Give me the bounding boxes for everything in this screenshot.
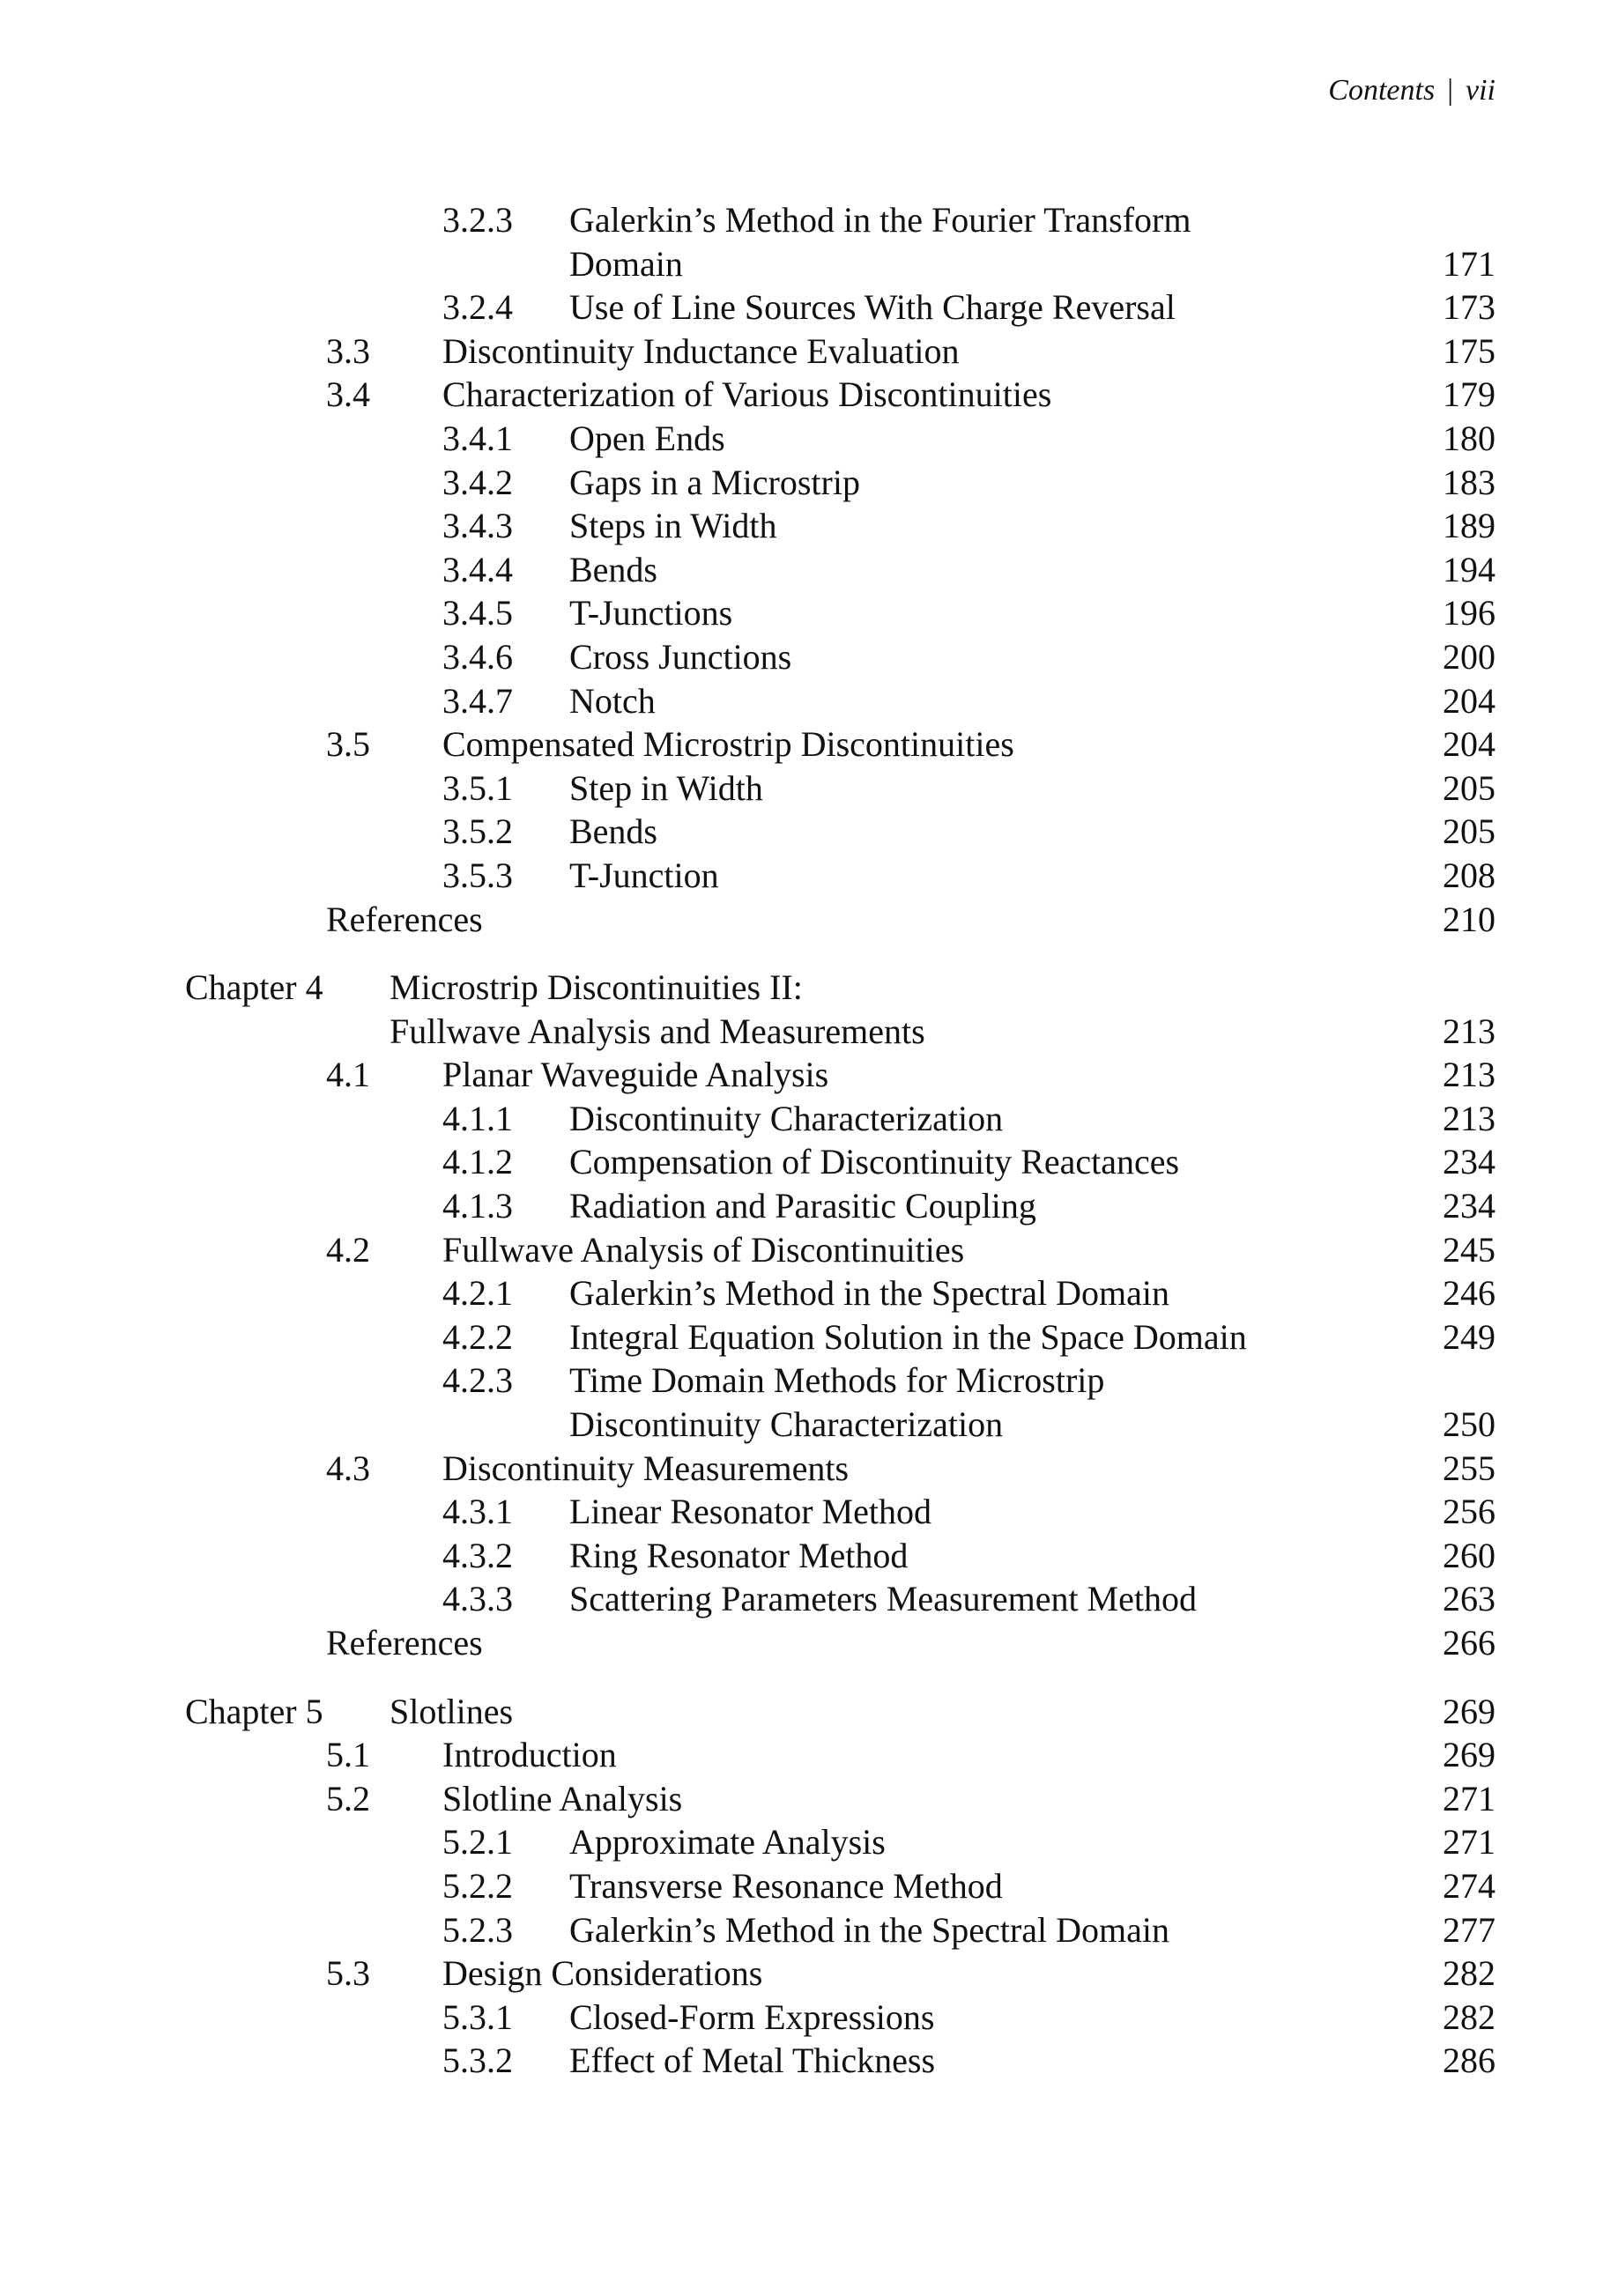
toc-entry-page: 208: [1443, 855, 1495, 895]
toc-entry-title: Gaps in a Microstrip: [569, 462, 860, 502]
toc-entry-page: 213: [1443, 1011, 1495, 1051]
toc-entry-sub: [0, 1490, 1603, 1534]
toc-entry-number: Chapter 5: [185, 1691, 323, 1731]
toc-entry-page: 179: [1443, 374, 1495, 415]
toc-spacer: [0, 941, 1603, 966]
toc-entry-number: 5.2: [326, 1778, 370, 1818]
toc-entry-number: 3.5: [326, 724, 370, 765]
toc-entry-number: 3.5.3: [442, 855, 513, 895]
toc-entry-title: T-Junction: [569, 855, 719, 895]
toc-entry-title: Galerkin’s Method in the Spectral Domain: [569, 1909, 1169, 1950]
toc-entry-ch: [0, 966, 1603, 1010]
toc-entry-sub: [0, 285, 1603, 330]
toc-spacer: [0, 1665, 1603, 1690]
toc-entry-number: 4.3.1: [442, 1492, 513, 1532]
toc-entry-title: Open Ends: [569, 418, 725, 458]
toc-entry-number: 3.4.1: [442, 418, 513, 458]
toc-entry-sec: [0, 1733, 1603, 1777]
toc-entry-title: Microstrip Discontinuities II:: [390, 967, 803, 1008]
toc-entry-page: 196: [1443, 593, 1495, 633]
toc-entry-page: 255: [1443, 1448, 1495, 1488]
toc-entry-title: T-Junctions: [569, 593, 733, 633]
toc-entry-number: 4.2.2: [442, 1316, 513, 1357]
toc-entry-number: 3.4.4: [442, 549, 513, 589]
toc-entry-page: 271: [1443, 1778, 1495, 1818]
toc-entry-sub: [0, 1577, 1603, 1621]
toc-entry-page: 282: [1443, 1996, 1495, 2037]
toc-entry-number: 3.4.6: [442, 636, 513, 677]
toc-entry-number: 5.2.1: [442, 1822, 513, 1863]
toc-entry-number: 3.4.5: [442, 593, 513, 633]
toc-entry-number: 4.1.3: [442, 1186, 513, 1226]
toc-entry-sec: [0, 330, 1603, 374]
toc-entry-page: 250: [1443, 1404, 1495, 1445]
toc-entry-page: 171: [1443, 243, 1495, 284]
toc-entry-title: Domain: [569, 243, 683, 284]
toc-entry-page: 286: [1443, 2040, 1495, 2081]
toc-entry-sec: [0, 1053, 1603, 1097]
toc-entry-page: 175: [1443, 330, 1495, 371]
table-of-contents: [0, 198, 1603, 2083]
toc-entry-page: 234: [1443, 1186, 1495, 1226]
toc-entry-title: Time Domain Methods for Microstrip: [569, 1360, 1105, 1401]
toc-entry-page: 249: [1443, 1316, 1495, 1357]
toc-entry-sub: [0, 1184, 1603, 1228]
toc-entry-page: 282: [1443, 1953, 1495, 1994]
toc-entry-title: Integral Equation Solution in the Space Domain: [569, 1316, 1247, 1357]
toc-entry-page: 194: [1443, 549, 1495, 589]
toc-entry-number: 3.2.3: [442, 200, 513, 240]
toc-entry-sub: [0, 417, 1603, 461]
toc-entry-title: Slotlines: [390, 1691, 514, 1731]
toc-entry-page: 277: [1443, 1909, 1495, 1950]
toc-entry-title: Bends: [569, 549, 657, 589]
toc-entry-page: 205: [1443, 811, 1495, 852]
toc-entry-page: 180: [1443, 418, 1495, 458]
toc-entry-number: 5.3: [326, 1953, 370, 1994]
toc-entry-sec: [0, 1447, 1603, 1491]
toc-entry-page: 210: [1443, 899, 1495, 939]
toc-entry-page: 204: [1443, 724, 1495, 765]
toc-entry-number: 3.5.2: [442, 811, 513, 852]
toc-entry-title: Slotline Analysis: [442, 1778, 683, 1818]
toc-entry-number: 3.3: [326, 330, 370, 371]
toc-entry-refs: [0, 898, 1603, 942]
toc-entry-sec: [0, 1777, 1603, 1821]
toc-entry-title: Transverse Resonance Method: [569, 1865, 1003, 1906]
toc-entry-page: 189: [1443, 506, 1495, 546]
toc-entry-page: 271: [1443, 1822, 1495, 1863]
toc-entry-title: Use of Line Sources With Charge Reversal: [569, 287, 1176, 328]
toc-entry-sub: [0, 591, 1603, 635]
toc-entry-page: 263: [1443, 1579, 1495, 1619]
toc-entry-sub: [0, 1864, 1603, 1908]
toc-entry-title: Fullwave Analysis and Measurements: [390, 1011, 925, 1051]
toc-entry-title: Compensated Microstrip Discontinuities: [442, 724, 1014, 765]
toc-entry-page: 246: [1443, 1273, 1495, 1314]
toc-entry-sub: [0, 1140, 1603, 1184]
toc-entry-title: Discontinuity Characterization: [569, 1404, 1004, 1445]
toc-entry-title: Fullwave Analysis of Discontinuities: [442, 1229, 965, 1270]
toc-entry-number: 5.3.1: [442, 1996, 513, 2037]
toc-entry-number: 3.4.2: [442, 462, 513, 502]
toc-entry-number: 4.1.2: [442, 1142, 513, 1182]
toc-entry-number: 4.1: [326, 1055, 370, 1095]
toc-entry-title: Compensation of Discontinuity Reactances: [569, 1142, 1180, 1182]
toc-entry-title: Cross Junctions: [569, 636, 792, 677]
toc-entry-sec: [0, 1952, 1603, 1996]
toc-entry-sub: [0, 198, 1603, 242]
toc-entry-title: Steps in Width: [569, 506, 777, 546]
toc-entry-title: Discontinuity Characterization: [569, 1098, 1004, 1138]
toc-entry-number: 3.4.3: [442, 506, 513, 546]
toc-entry-page: 234: [1443, 1142, 1495, 1182]
toc-entry-title: Radiation and Parasitic Coupling: [569, 1186, 1036, 1226]
toc-entry-title: Approximate Analysis: [569, 1822, 886, 1863]
toc-entry-page: 269: [1443, 1735, 1495, 1775]
toc-entry-sub: [0, 767, 1603, 811]
toc-entry-title: Notch: [569, 680, 656, 721]
toc-entry-title: Closed-Form Expressions: [569, 1996, 935, 2037]
toc-entry-page: 274: [1443, 1865, 1495, 1906]
toc-entry-title: Introduction: [442, 1735, 617, 1775]
toc-entry-page: 213: [1443, 1098, 1495, 1138]
toc-entry-sec: [0, 373, 1603, 417]
toc-entry-number: Chapter 4: [185, 967, 323, 1008]
toc-entry-sub: [0, 548, 1603, 592]
toc-entry-page: 245: [1443, 1229, 1495, 1270]
toc-entry-page: 204: [1443, 680, 1495, 721]
toc-entry-number: 3.5.1: [442, 767, 513, 808]
toc-entry-title: Characterization of Various Discontinuities: [442, 374, 1052, 415]
toc-entry-number: 5.1: [326, 1735, 370, 1775]
toc-entry-cont-sub: [0, 1403, 1603, 1447]
toc-entry-title: Galerkin’s Method in the Spectral Domain: [569, 1273, 1169, 1314]
toc-entry-sec: [0, 1228, 1603, 1272]
toc-entry-cont-ch: [0, 1010, 1603, 1054]
toc-entry-sub: [0, 461, 1603, 505]
running-head: [1328, 74, 1495, 107]
toc-entry-sec: [0, 722, 1603, 767]
toc-entry-page: 269: [1443, 1691, 1495, 1731]
toc-entry-page: 173: [1443, 287, 1495, 328]
toc-entry-title: Discontinuity Inductance Evaluation: [442, 330, 960, 371]
toc-entry-sub: [0, 1097, 1603, 1141]
toc-entry-title: Scattering Parameters Measurement Method: [569, 1579, 1197, 1619]
running-head-section: Contents: [1328, 74, 1436, 107]
toc-entry-sub: [0, 810, 1603, 854]
toc-entry-refs: [0, 1621, 1603, 1665]
toc-entry-number: 3.2.4: [442, 287, 513, 328]
toc-entry-title: Bends: [569, 811, 657, 852]
toc-entry-title: Design Considerations: [442, 1953, 763, 1994]
toc-entry-sub: [0, 1271, 1603, 1315]
toc-entry-sub: [0, 1359, 1603, 1403]
toc-entry-page: 266: [1443, 1623, 1495, 1663]
toc-entry-page: 200: [1443, 636, 1495, 677]
toc-entry-number: 3.4: [326, 374, 370, 415]
toc-entry-cont-sub: [0, 242, 1603, 286]
toc-entry-title: Effect of Metal Thickness: [569, 2040, 936, 2081]
toc-entry-sub: [0, 1534, 1603, 1578]
toc-entry-page: 260: [1443, 1535, 1495, 1575]
toc-entry-number: 4.3.3: [442, 1579, 513, 1619]
toc-entry-sub: [0, 1996, 1603, 2040]
toc-entry-sub: [0, 635, 1603, 679]
toc-entry-sub: [0, 854, 1603, 898]
toc-entry-title: Galerkin’s Method in the Fourier Transform: [569, 200, 1191, 240]
toc-entry-sub: [0, 1908, 1603, 1952]
toc-entry-sub: [0, 679, 1603, 723]
toc-entry-sub: [0, 504, 1603, 548]
toc-entry-title: Discontinuity Measurements: [442, 1448, 850, 1488]
toc-entry-number: 4.2: [326, 1229, 370, 1270]
toc-entry-sub: [0, 1820, 1603, 1864]
toc-entry-title: References: [326, 1623, 483, 1663]
toc-entry-sub: [0, 2039, 1603, 2083]
toc-entry-number: 3.4.7: [442, 680, 513, 721]
toc-entry-number: 5.2.3: [442, 1909, 513, 1950]
toc-entry-number: 4.1.1: [442, 1098, 513, 1138]
toc-entry-title: Ring Resonator Method: [569, 1535, 909, 1575]
toc-entry-title: Planar Waveguide Analysis: [442, 1055, 829, 1095]
running-head-separator: |: [1447, 74, 1454, 107]
toc-entry-page: 256: [1443, 1492, 1495, 1532]
toc-entry-title: Linear Resonator Method: [569, 1492, 931, 1532]
toc-entry-title: Step in Width: [569, 767, 763, 808]
toc-entry-title: References: [326, 899, 483, 939]
toc-entry-number: 5.2.2: [442, 1865, 513, 1906]
toc-entry-ch: [0, 1690, 1603, 1734]
toc-entry-page: 205: [1443, 767, 1495, 808]
toc-entry-number: 4.3.2: [442, 1535, 513, 1575]
toc-entry-number: 4.3: [326, 1448, 370, 1488]
toc-entry-page: 213: [1443, 1055, 1495, 1095]
toc-entry-number: 4.2.3: [442, 1360, 513, 1401]
toc-entry-sub: [0, 1315, 1603, 1359]
toc-entry-number: 5.3.2: [442, 2040, 513, 2081]
toc-entry-number: 4.2.1: [442, 1273, 513, 1314]
toc-entry-page: 183: [1443, 462, 1495, 502]
running-head-page-number: vii: [1466, 74, 1495, 107]
